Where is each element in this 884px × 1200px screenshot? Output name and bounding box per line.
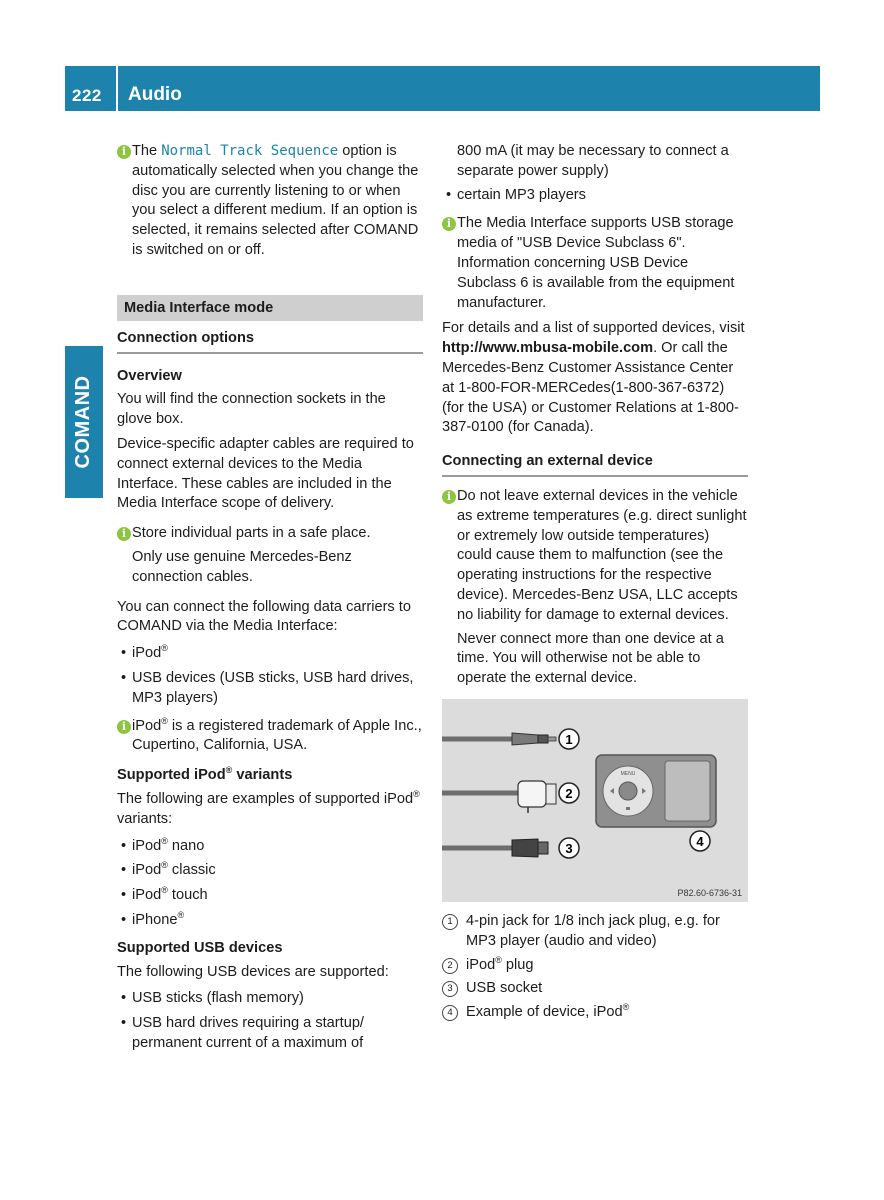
info-icon: i [117, 720, 131, 734]
side-tab-label: COMAND [72, 375, 95, 469]
info-icon: i [442, 217, 456, 231]
legend-item [442, 1003, 748, 1023]
jack-cable [442, 733, 556, 745]
svg-text:3: 3 [565, 840, 573, 856]
figure-legend [442, 912, 748, 1023]
registered-mark: ® [161, 860, 168, 871]
note-trademark [117, 717, 423, 757]
chapter-title: Audio [128, 84, 182, 105]
note-text: The Media Interface supports USB storage media of "USB Device Subclass 6". Information concerning USB Device Subclass 6 is available from the equipment manufacturer. [457, 215, 735, 311]
figure-id: P82.60-6736-31 [677, 887, 742, 898]
usb-devices-heading: Supported USB devices [117, 939, 283, 956]
note-track-sequence [117, 142, 423, 261]
left-column [117, 142, 423, 1062]
legend-item [442, 912, 748, 952]
info-icon: i [442, 490, 456, 504]
list-item-suffix: nano [167, 837, 205, 854]
svg-text:4: 4 [696, 833, 704, 849]
note-text-post: is a registered trademark of Apple Inc., Cupertino, California, USA. [132, 717, 422, 754]
mp3-list [442, 186, 748, 206]
carrier-list [117, 644, 423, 708]
connect-paragraph: You can connect the following data carriers to COMAND via the Media Interface: [117, 598, 411, 635]
list-item-text: iPod [132, 887, 162, 904]
registered-mark: ® [413, 789, 420, 800]
ipod-intro [117, 790, 423, 830]
callout-2 [559, 783, 579, 803]
svg-text:MENU: MENU [620, 770, 636, 777]
usb-intro: The following USB devices are supported: [117, 963, 389, 980]
list-item: • USB sticks (flash memory) [117, 989, 423, 1009]
registered-mark: ® [225, 765, 233, 776]
list-item [117, 911, 423, 931]
list-item-text: iPod [132, 862, 162, 879]
legend-text: 4-pin jack for 1/8 inch jack plug, e.g. for MP3 player (audio and video) [466, 912, 720, 949]
legend-number: 3 [442, 981, 458, 997]
legend-text: iPod [466, 956, 496, 973]
option-code: Normal Track Sequence [161, 143, 339, 159]
connecting-device-heading: Connecting an external device [442, 452, 748, 477]
heading-text-post: variants [232, 767, 293, 784]
note-text: Store individual parts in a safe place. [132, 525, 371, 542]
registered-mark: ® [161, 835, 168, 846]
details-pre: For details and a list of supported devices, visit [442, 320, 745, 337]
note-text: Only use genuine Mercedes-Benz connection cables. [132, 548, 352, 585]
list-item-suffix: touch [167, 887, 208, 904]
legend-text-suffix: plug [501, 956, 534, 973]
intro-post: variants: [117, 810, 173, 827]
usb-cable [442, 839, 548, 857]
callout-4 [690, 831, 710, 851]
note-subclass [442, 214, 748, 313]
usb-continued: 800 mA (it may be necessary to connect a separate power supply) [457, 143, 729, 179]
info-icon: i [117, 527, 131, 541]
ipod-variant-list [117, 837, 423, 931]
note-text-pre: The [132, 143, 162, 159]
header-divider [116, 66, 118, 111]
ipod-cable [442, 781, 556, 813]
legend-item [442, 956, 748, 976]
list-item-text: iPod [132, 837, 162, 854]
list-item-text: iPhone [132, 911, 178, 928]
overview-paragraph-2: Device-specific adapter cables are required to connect external devices to the Media Interface. These cables are included in the Media Interface scope of delivery. [117, 435, 414, 512]
note-text-post: option is automatically selected when you change the disc you are currently listening to or when you select a different medium. If an option is selected, it remains selected after COMAND is switched on or off. [132, 143, 419, 258]
registered-mark: ® [161, 643, 168, 654]
list-item [117, 861, 423, 881]
list-item-suffix: classic [167, 862, 216, 879]
legend-number: 4 [442, 1005, 458, 1021]
details-paragraph [442, 319, 748, 438]
intro-pre: The following are examples of supported iPod [117, 790, 414, 807]
callout-3 [559, 838, 579, 858]
list-item: • certain MP3 players [442, 186, 748, 206]
legend-number: 1 [442, 914, 458, 930]
legend-item [442, 979, 748, 999]
right-column [442, 142, 748, 1027]
legend-number: 2 [442, 958, 458, 974]
connector-drawing [442, 699, 748, 902]
list-item [117, 644, 423, 664]
support-url[interactable]: http://www.mbusa-mobile.com [442, 340, 654, 357]
heading-text: Supported iPod [117, 767, 226, 784]
note-store-parts [117, 524, 423, 587]
registered-mark: ® [161, 715, 168, 726]
note-temperature [442, 487, 748, 689]
registered-mark: ® [177, 910, 185, 921]
list-item [117, 886, 423, 906]
info-icon: i [117, 145, 131, 159]
details-post: . Or call the Mercedes-Benz Customer Assistance Center at 1-800-FOR-MERCedes(1-800-367-6372) (for the USA) or Customer Relations at 1-800-387-0100 (for Canada). [442, 340, 739, 436]
note-text [132, 142, 423, 261]
svg-text:1: 1 [565, 731, 573, 747]
legend-text: USB socket [466, 980, 543, 997]
overview-heading: Overview [117, 367, 182, 384]
note-text: Never connect more than one device at a time. You will otherwise not be able to operate the external device. [457, 630, 724, 687]
ipod-variants-heading [117, 766, 423, 786]
registered-mark: ® [495, 954, 502, 965]
page-number: 222 [72, 86, 102, 105]
registered-mark: ® [622, 1002, 630, 1013]
note-text [132, 717, 423, 757]
callout-1 [559, 729, 579, 749]
connection-illustration [442, 699, 748, 902]
legend-text: Example of device, iPod [466, 1004, 623, 1021]
svg-text:2: 2 [565, 785, 573, 801]
connection-options-heading: Connection options [117, 329, 423, 354]
list-item [117, 837, 423, 857]
note-text: Do not leave external devices in the vehicle as extreme temperatures (e.g. direct sunlight or extremely low outside temperatures) could cause them to malfunction (see the operating instructions for the respective device). Mercedes-Benz USA, LLC accepts no liability for damage to external devices. [457, 487, 747, 623]
list-item [117, 669, 423, 709]
ipod-device [596, 755, 716, 827]
list-item-text: USB devices (USB sticks, USB hard drives, MP3 players) [132, 669, 414, 706]
list-item-text: iPod [132, 645, 162, 662]
overview-paragraph-1: You will find the connection sockets in the glove box. [117, 391, 386, 428]
list-item: • USB hard drives requiring a startup/ permanent current of a maximum of [117, 1014, 423, 1054]
note-text-pre: iPod [132, 717, 162, 734]
usb-device-list [117, 989, 423, 1053]
section-title: Media Interface mode [117, 295, 423, 321]
registered-mark: ® [161, 885, 168, 896]
